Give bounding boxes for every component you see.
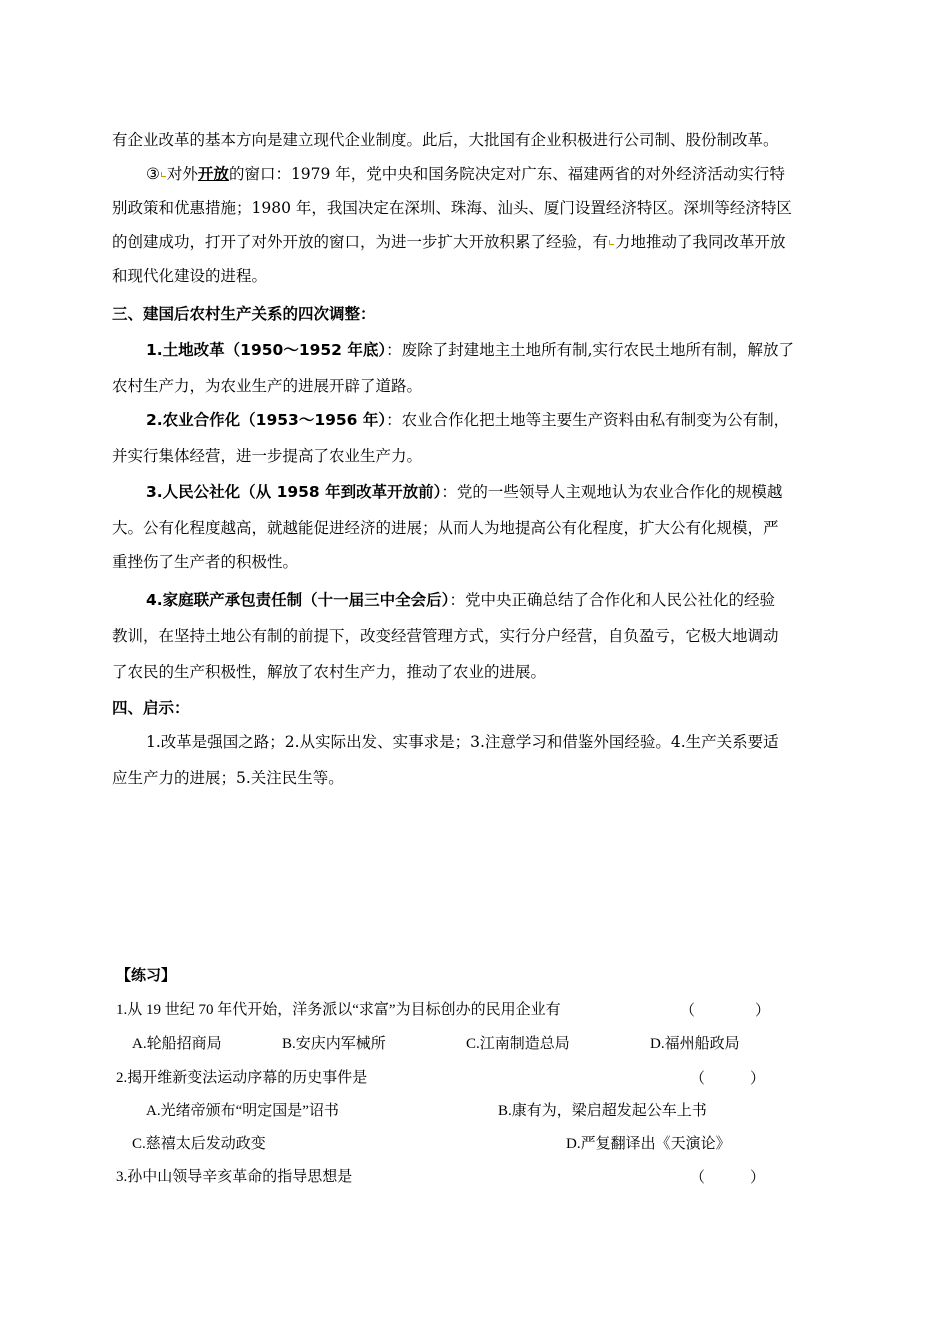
- practice-heading: [116, 966, 176, 986]
- item1-text: 农村生产力，为农业生产的进展开辟了道路。: [112, 377, 423, 395]
- s4-line2: [112, 768, 842, 788]
- item3-text: ：党的一些领导人主观地认为农业合作化的规模越: [441, 483, 783, 501]
- item3-text: 大。公有化程度越高，就越能促进经济的进展；从而人为地提高公有化程度，扩大公有化规模，严: [112, 519, 779, 537]
- item1-text: ：废除了封建地主土地所有制,实行农民土地所有制，解放了: [386, 341, 795, 359]
- answer-blank: [690, 1068, 765, 1088]
- paragraph-continuation: [112, 130, 842, 150]
- option-text: A.光绪帝颁布“明定国是”诏书: [146, 1103, 339, 1119]
- item3-text: 的创建成功，打开了对外开放的窗口，为进一步扩大开放积累了经验，有: [112, 233, 609, 251]
- q1-option-c: [466, 1034, 570, 1054]
- s3-item1-line1: [146, 340, 876, 360]
- item1-title: 1.土地改革（1950～1952 年底）: [146, 341, 387, 359]
- answer-blank-text: （ ）: [690, 1069, 766, 1087]
- option-text: D.严复翻译出《天演论》: [566, 1136, 731, 1152]
- q1-option-b: [282, 1034, 386, 1054]
- s3-item3-line3: [112, 552, 842, 572]
- paragraph-text: 有企业改革的基本方向是建立现代企业制度。此后，大批国有企业积极进行公司制、股份制改革。: [112, 131, 779, 149]
- item3-text-b: 的窗口：1979 年，党中央和国务院决定对广东、福建两省的对外经济活动实行特: [228, 165, 785, 183]
- item2-text: ：农业合作化把土地等主要生产资料由私有制变为公有制，: [386, 411, 790, 429]
- item3-text-a: 对外: [166, 165, 198, 183]
- item3-keyword: 开放: [197, 164, 229, 183]
- question-text: 3.孙中山领导辛亥革命的指导思想是: [116, 1169, 353, 1185]
- item2-title: 2.农业合作化（1953～1956 年）: [146, 411, 387, 429]
- item3-line4: [112, 266, 842, 286]
- item3-text: 重挫伤了生产者的积极性。: [112, 553, 299, 571]
- answer-blank: [680, 1000, 770, 1020]
- circled-number: ③: [146, 165, 160, 183]
- item3-line1: [146, 164, 876, 184]
- edit-mark-icon: [161, 172, 166, 177]
- q2-option-d: [566, 1134, 731, 1154]
- question-2: [116, 1068, 367, 1088]
- item3-title: 3.人民公社化（从 1958 年到改革开放前）: [146, 483, 442, 501]
- item4-text: 教训，在坚持土地公有制的前提下，改变经营管理方式，实行分户经营，自负盈亏，它极大地调动: [112, 627, 779, 645]
- question-text: 2.揭开维新变法运动序幕的历史事件是: [116, 1070, 368, 1086]
- item2-text: 并实行集体经营，进一步提高了农业生产力。: [112, 447, 423, 465]
- heading-text: 三、建国后农村生产关系的四次调整：: [112, 304, 376, 323]
- item4-title: 4.家庭联产承包责任制（十一届三中全会后）: [146, 591, 450, 609]
- item3-text: 和现代化建设的进程。: [112, 267, 268, 285]
- option-text: D.福州船政局: [650, 1036, 740, 1052]
- s3-item1-line2: [112, 376, 842, 396]
- item4-text: ：党中央正确总结了合作化和人民公社化的经验: [449, 591, 775, 609]
- q2-option-c: [132, 1134, 266, 1154]
- heading-text: 【练习】: [116, 968, 177, 984]
- item3-text: 别政策和优惠措施；1980 年，我国决定在深圳、珠海、汕头、厦门设置经济特区。深圳等经济特区: [112, 199, 792, 217]
- item3-line3: [112, 232, 842, 252]
- insight-text: 应生产力的进展；5.关注民生等。: [112, 769, 344, 787]
- answer-blank-text: （ ）: [680, 1001, 771, 1019]
- insight-text: 1.改革是强国之路；2.从实际出发、实事求是；3.注意学习和借鉴外国经验。4.生产关系要适: [146, 733, 779, 751]
- s3-item3-line2: [112, 518, 842, 538]
- option-text: A.轮船招商局: [132, 1036, 222, 1052]
- question-text: 1.从 19 世纪 70 年代开始，洋务派以“求富”为目标创办的民用企业有: [116, 1002, 561, 1018]
- option-text: B.安庆内军械所: [282, 1036, 386, 1052]
- question-3: [116, 1167, 352, 1187]
- q1-option-a: [132, 1034, 222, 1054]
- question-1: [116, 1000, 561, 1020]
- edit-mark-icon: [609, 240, 614, 245]
- item3-line2: [112, 198, 842, 218]
- s3-item4-line1: [146, 590, 876, 610]
- s3-item3-line1: [146, 482, 876, 502]
- section3-heading: [112, 304, 842, 324]
- q1-option-d: [650, 1034, 740, 1054]
- item4-text: 了农民的生产积极性，解放了农村生产力，推动了农业的进展。: [112, 663, 547, 681]
- s3-item4-line2: [112, 626, 842, 646]
- q2-option-b: [498, 1101, 707, 1121]
- section4-heading: [112, 698, 842, 718]
- option-text: B.康有为，梁启超发起公车上书: [498, 1103, 707, 1119]
- s4-line1: [146, 732, 876, 752]
- s3-item4-line3: [112, 662, 842, 682]
- option-text: C.慈禧太后发动政变: [132, 1136, 266, 1152]
- answer-blank: [690, 1167, 765, 1187]
- heading-text: 四、启示：: [112, 698, 190, 717]
- s3-item2-line1: [146, 410, 876, 430]
- option-text: C.江南制造总局: [466, 1036, 570, 1052]
- s3-item2-line2: [112, 446, 842, 466]
- item3-text: 力地推动了我同改革开放: [615, 233, 786, 251]
- q2-option-a: [146, 1101, 339, 1121]
- answer-blank-text: （ ）: [690, 1168, 766, 1186]
